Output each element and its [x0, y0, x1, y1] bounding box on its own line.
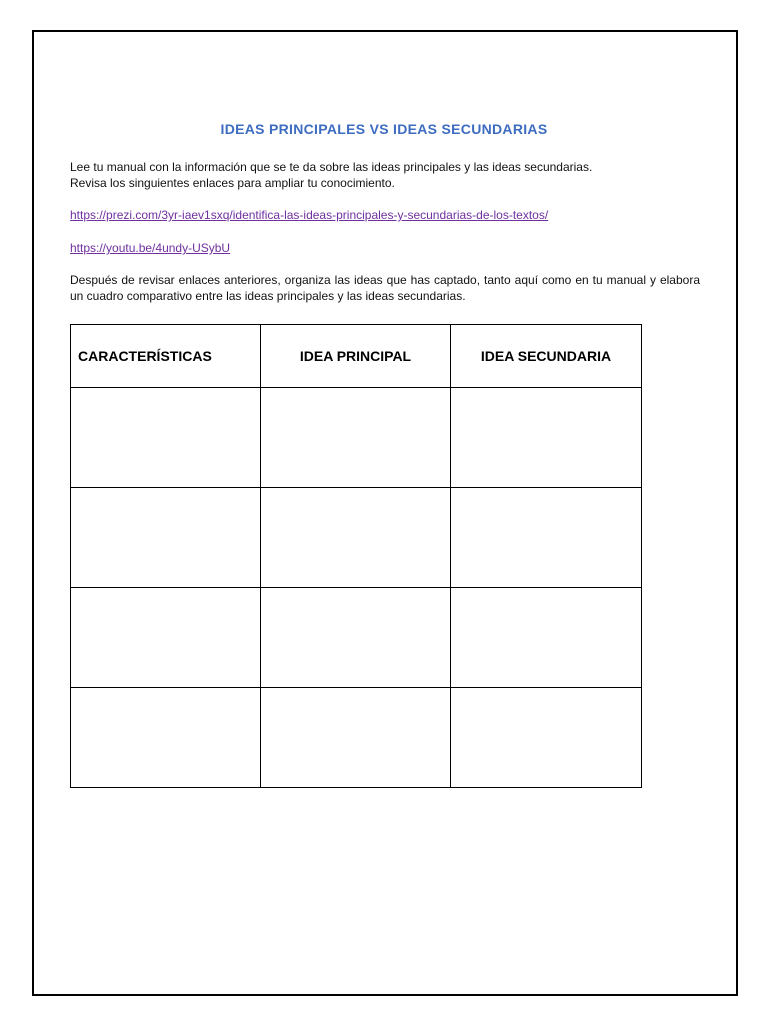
table-row	[71, 688, 642, 788]
table-row	[71, 388, 642, 488]
table-cell[interactable]	[261, 588, 451, 688]
document-title: IDEAS PRINCIPALES VS IDEAS SECUNDARIAS	[220, 121, 548, 137]
table-cell[interactable]	[261, 388, 451, 488]
table-cell[interactable]	[71, 488, 261, 588]
table-cell[interactable]	[451, 388, 642, 488]
header-caracteristicas: CARACTERÍSTICAS	[71, 325, 261, 388]
prezi-link[interactable]: https://prezi.com/3yr-iaev1sxq/identifica-las-ideas-principales-y-secundarias-de-los-textos/	[70, 208, 549, 222]
youtube-link[interactable]: https://youtu.be/4undy-USybU	[70, 241, 231, 255]
header-idea-secundaria: IDEA SECUNDARIA	[451, 325, 642, 388]
table-cell[interactable]	[261, 688, 451, 788]
intro-line-2: Revisa los singuientes enlaces para ampliar tu conocimiento.	[70, 176, 395, 190]
table-cell[interactable]	[261, 488, 451, 588]
instructions-paragraph: Después de revisar enlaces anteriores, organiza las ideas que has captado, tanto aquí como en tu manual y elabora un cuadro comparativo entre las ideas principales y las ideas secundarias.	[70, 273, 700, 303]
table-cell[interactable]	[71, 388, 261, 488]
table-cell[interactable]	[451, 488, 642, 588]
intro-paragraph	[70, 159, 700, 191]
table-cell[interactable]	[71, 588, 261, 688]
table-cell[interactable]	[451, 688, 642, 788]
table-cell[interactable]	[71, 688, 261, 788]
table-row	[71, 488, 642, 588]
comparison-table	[70, 324, 642, 788]
table-header-row	[71, 325, 642, 388]
table-cell[interactable]	[451, 588, 642, 688]
header-idea-principal: IDEA PRINCIPAL	[261, 325, 451, 388]
intro-line-1: Lee tu manual con la información que se te da sobre las ideas principales y las ideas secundarias.	[70, 160, 593, 174]
table-row	[71, 588, 642, 688]
